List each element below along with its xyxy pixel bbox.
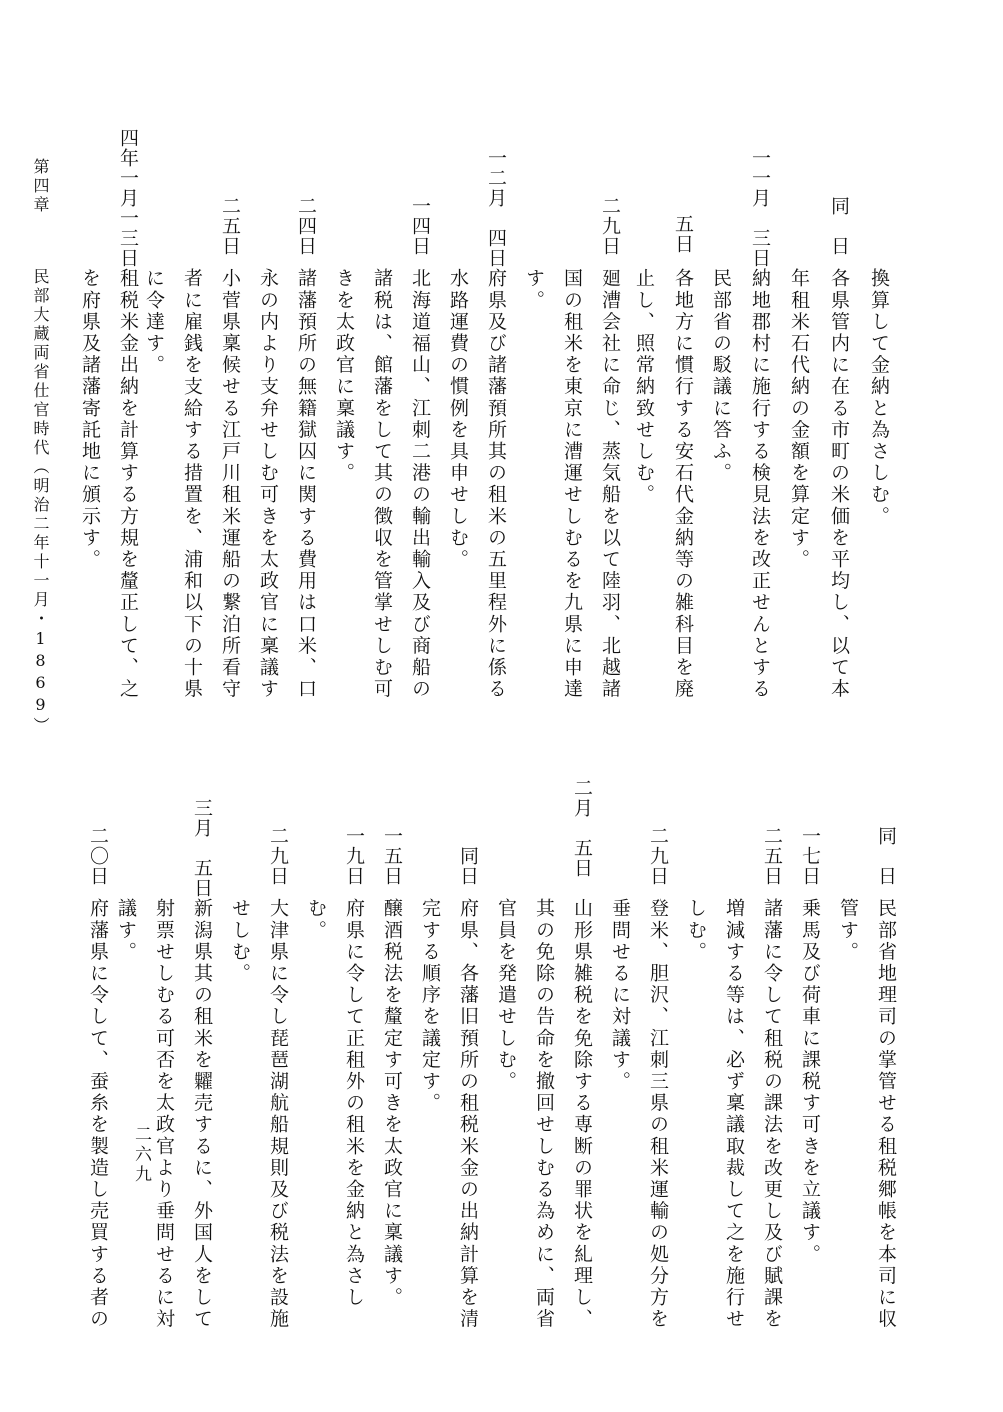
entry-text-line: 諸藩に令して租税の課法を改更し及び賦課を bbox=[761, 898, 783, 1330]
entry-text-line: 議す。 bbox=[115, 898, 137, 963]
entry-text-line: 増減する等は、必ず稟議取裁して之を施行せ bbox=[723, 898, 745, 1330]
entry-text-line: 府県、各藩旧預所の租税米金の出納計算を清 bbox=[457, 898, 479, 1330]
entry-text-line: 府県に令して正租外の租米を金納と為さし bbox=[343, 898, 365, 1309]
entry-date: 二九日 bbox=[647, 826, 669, 886]
entry-date: 五日 bbox=[672, 214, 694, 254]
entry-text-line: 山形県雑税を免除する専断の罪状を糺理し、 bbox=[571, 898, 593, 1330]
entry-text-line: 府藩県に令して、蚕糸を製造し売買する者の bbox=[87, 898, 109, 1330]
entry-text-line: 納地郡村に施行する検見法を改正せんとする bbox=[749, 268, 771, 700]
entry-text-line: 各地方に慣行する安石代金納等の雑科目を廃 bbox=[672, 268, 694, 700]
entry-text-line: 府県及び諸藩預所其の租米の五里程外に係る bbox=[485, 268, 507, 700]
entry-text-line: 完する順序を議定す。 bbox=[419, 898, 441, 1114]
entry-text-line: 者に雇銭を支給する措置を、浦和以下の十県 bbox=[181, 268, 203, 700]
entry-text-line: を府県及諸藩寄託地に頒示す。 bbox=[79, 268, 101, 571]
entry-text-line: きを太政官に稟議す。 bbox=[333, 268, 355, 484]
entry-text-line: 大津県に令し琵琶湖航船規則及び税法を設施 bbox=[267, 898, 289, 1330]
entry-date: 同 日 bbox=[828, 196, 850, 256]
entry-date: 四年一月一三日 bbox=[117, 128, 139, 268]
entry-text-line: せしむ。 bbox=[229, 898, 251, 985]
entry-text-line: 永の内より支弁せしむ可きを太政官に稟議す bbox=[257, 268, 279, 700]
entry-text-line: 北海道福山、江刺二港の輸出輸入及び商船の bbox=[409, 268, 431, 700]
entry-date: 一五日 bbox=[381, 826, 403, 886]
entry-date: 二四日 bbox=[295, 196, 317, 256]
entry-date: 一四日 bbox=[409, 196, 431, 256]
entry-text-line: しむ。 bbox=[685, 898, 707, 963]
entry-text-line: 管す。 bbox=[837, 898, 859, 963]
entry-text-line: 止し、照常納致せしむ。 bbox=[633, 268, 655, 506]
entry-date: 二月 五日 bbox=[571, 778, 593, 878]
entry-date: 二〇日 bbox=[87, 826, 109, 886]
entry-date: 一二月 四日 bbox=[485, 148, 507, 268]
entry-text-line: 登米、胆沢、江刺三県の租米運輸の処分方を bbox=[647, 898, 669, 1330]
entry-date: 二九日 bbox=[599, 196, 621, 256]
entry-text-line: 租税米金出納を計算する方規を釐正して、之 bbox=[117, 268, 139, 700]
entry-date: 二九日 bbox=[267, 826, 289, 886]
entry-text-line: 垂問せるに対議す。 bbox=[609, 898, 631, 1093]
entry-text-line: 水路運費の慣例を具申せしむ。 bbox=[447, 268, 469, 571]
entry-text-line: 廻漕会社に命じ、蒸気船を以て陸羽、北越諸 bbox=[599, 268, 621, 700]
entry-date: 同日 bbox=[457, 846, 479, 886]
entry-date: 三月 五日 bbox=[191, 798, 213, 898]
entry-text-line: 官員を発遣せしむ。 bbox=[495, 898, 517, 1093]
entry-text-line: 新潟県其の租米を糶売するに、外国人をして bbox=[191, 898, 213, 1330]
entry-date: 一一月 三日 bbox=[749, 148, 771, 268]
entry-text-line: 乗馬及び荷車に課税す可きを立議す。 bbox=[799, 898, 821, 1266]
entry-text-line: に令達す。 bbox=[143, 268, 165, 376]
entry-text-line: 射票せしむる可否を太政官より垂問せるに対 bbox=[153, 898, 175, 1330]
entry-text-line: 民部省地理司の掌管せる租税郷帳を本司に収 bbox=[875, 898, 897, 1330]
entry-text-line: 民部省の駁議に答ふ。 bbox=[710, 268, 732, 484]
entry-date: 一七日 bbox=[799, 826, 821, 886]
entry-date: 二五日 bbox=[219, 196, 241, 256]
running-title: 民部大蔵両省仕官時代（明治二年十一月・1869） bbox=[31, 268, 50, 736]
entry-date: 同 日 bbox=[875, 826, 897, 886]
entry-text-line: む。 bbox=[305, 898, 327, 942]
entry-text-line: 小菅県稟候せる江戸川租米運船の繋泊所看守 bbox=[219, 268, 241, 700]
entry-text-line: 年租米石代納の金額を算定す。 bbox=[788, 268, 810, 571]
chapter-heading: 第四章 bbox=[31, 158, 50, 215]
page-number: 二六九 bbox=[131, 1125, 151, 1185]
entry-text-line: 諸藩預所の無籍獄囚に関する費用は口米、口 bbox=[295, 268, 317, 700]
entry-text-line: 換算して金納と為さしむ。 bbox=[868, 268, 890, 528]
entry-text-line: す。 bbox=[523, 268, 545, 312]
entry-text-line: 醸酒税法を釐定す可きを太政官に稟議す。 bbox=[381, 898, 403, 1309]
entry-text-line: 其の免除の告命を撤回せしむる為めに、両省 bbox=[533, 898, 555, 1330]
entry-date: 二五日 bbox=[761, 826, 783, 886]
entry-text-line: 各県管内に在る市町の米価を平均し、以て本 bbox=[828, 268, 850, 700]
entry-text-line: 諸税は、館藩をして其の徴収を管掌せしむ可 bbox=[371, 268, 393, 700]
entry-text-line: 国の租米を東京に漕運せしむるを九県に申達 bbox=[561, 268, 583, 700]
entry-date: 一九日 bbox=[343, 826, 365, 886]
